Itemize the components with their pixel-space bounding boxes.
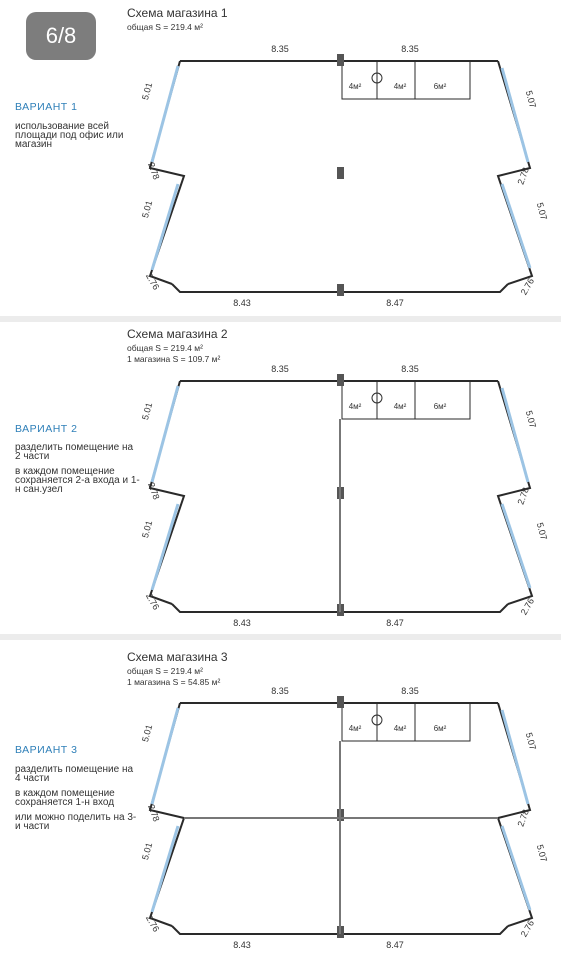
dimension-label: 8.47 bbox=[386, 298, 404, 308]
dimension-label: 8.35 bbox=[271, 686, 289, 696]
dimension-label: 8.43 bbox=[233, 940, 251, 950]
dimension-label: 2.78 bbox=[515, 166, 531, 186]
dimension-label: 5.01 bbox=[140, 723, 155, 743]
area-per-shop: 1 магазина S = 109.7 м² bbox=[127, 354, 221, 364]
room-area-label: 4м² bbox=[393, 724, 407, 733]
bathroom-block bbox=[342, 703, 470, 741]
dimension-label: 2.76 bbox=[143, 913, 162, 934]
area-per-shop: 1 магазина S = 54.85 м² bbox=[127, 677, 221, 687]
room-area-label: 6м² bbox=[433, 402, 447, 411]
bathroom-block bbox=[342, 381, 470, 419]
dimension-label: 2.78 bbox=[146, 161, 162, 181]
dimension-label: 8.35 bbox=[271, 364, 289, 374]
dimension-label: 2.76 bbox=[518, 596, 537, 617]
scheme-title: Схема магазина 1 bbox=[127, 6, 228, 20]
dimension-label: 5.07 bbox=[534, 521, 549, 541]
description-line: в каждом помещение сохраняется 2-а входа и 1-н сан.узел bbox=[15, 466, 140, 495]
description-line: разделить помещение на 4 части bbox=[15, 764, 134, 784]
room-area-label: 4м² bbox=[393, 402, 407, 411]
room-area-label: 4м² bbox=[348, 402, 362, 411]
dimension-label: 8.43 bbox=[233, 618, 251, 628]
window-right-lower bbox=[502, 184, 530, 268]
window-left-lower bbox=[152, 826, 178, 912]
dimension-label: 2.76 bbox=[143, 591, 162, 612]
dimension-label: 8.35 bbox=[271, 44, 289, 54]
column bbox=[337, 54, 344, 66]
window-right-upper bbox=[502, 388, 528, 482]
dimension-label: 5.07 bbox=[523, 89, 538, 109]
area-total: общая S = 219.4 м² bbox=[127, 22, 203, 32]
column bbox=[337, 696, 344, 708]
room-area-label: 4м² bbox=[393, 82, 407, 91]
page-counter-badge: 6/8 bbox=[26, 12, 96, 60]
scheme-title: Схема магазина 3 bbox=[127, 650, 228, 664]
floor-plan-1 bbox=[140, 44, 549, 308]
column bbox=[337, 167, 344, 179]
window-left-upper bbox=[152, 386, 178, 482]
window-right-upper bbox=[502, 710, 528, 804]
room-area-label: 4м² bbox=[348, 82, 362, 91]
dimension-label: 2.76 bbox=[518, 276, 537, 297]
window-left-lower bbox=[152, 184, 178, 270]
dimension-label: 5.01 bbox=[140, 199, 155, 219]
dimension-label: 8.47 bbox=[386, 940, 404, 950]
dimension-label: 5.07 bbox=[523, 731, 538, 751]
floor-plan-2 bbox=[140, 364, 549, 628]
description-line: или можно поделить на 3-и части bbox=[15, 812, 137, 832]
column bbox=[337, 374, 344, 386]
window-left-upper bbox=[152, 66, 178, 162]
area-total: общая S = 219.4 м² bbox=[127, 666, 203, 676]
dimension-label: 2.76 bbox=[518, 918, 537, 939]
description-line: разделить помещение на 2 части bbox=[15, 442, 134, 462]
floor-plan-3 bbox=[140, 686, 549, 950]
scheme-title: Схема магазина 2 bbox=[127, 327, 228, 341]
dimension-label: 5.07 bbox=[534, 201, 549, 221]
room-area-label: 4м² bbox=[348, 724, 362, 733]
dimension-label: 2.78 bbox=[146, 803, 162, 823]
description-line: в каждом помещение сохраняется 1-н вход bbox=[15, 788, 115, 808]
column bbox=[337, 284, 344, 296]
bathroom-block bbox=[342, 61, 470, 99]
variant-label: ВАРИАНТ 1 bbox=[15, 101, 78, 113]
window-right-lower bbox=[502, 826, 530, 910]
dimension-label: 8.35 bbox=[401, 364, 419, 374]
window-right-lower bbox=[502, 504, 530, 588]
description-line: использование всей площади под офис или магазин bbox=[15, 121, 124, 150]
dimension-label: 5.01 bbox=[140, 519, 155, 539]
window-left-lower bbox=[152, 504, 178, 590]
dimension-label: 2.76 bbox=[143, 271, 162, 292]
variant-label: ВАРИАНТ 3 bbox=[15, 744, 78, 756]
dimension-label: 8.43 bbox=[233, 298, 251, 308]
dimension-label: 8.35 bbox=[401, 44, 419, 54]
area-total: общая S = 219.4 м² bbox=[127, 343, 203, 353]
dimension-label: 5.01 bbox=[140, 401, 155, 421]
dimension-label: 5.01 bbox=[140, 841, 155, 861]
dimension-label: 5.07 bbox=[523, 409, 538, 429]
room-area-label: 6м² bbox=[433, 82, 447, 91]
dimension-label: 2.78 bbox=[146, 481, 162, 501]
window-right-upper bbox=[502, 68, 528, 162]
dimension-label: 5.01 bbox=[140, 81, 155, 101]
dimension-label: 2.78 bbox=[515, 808, 531, 828]
variant-label: ВАРИАНТ 2 bbox=[15, 423, 78, 435]
dimension-label: 5.07 bbox=[534, 843, 549, 863]
dimension-label: 8.35 bbox=[401, 686, 419, 696]
dimension-label: 8.47 bbox=[386, 618, 404, 628]
window-left-upper bbox=[152, 708, 178, 804]
dimension-label: 2.78 bbox=[515, 486, 531, 506]
room-area-label: 6м² bbox=[433, 724, 447, 733]
